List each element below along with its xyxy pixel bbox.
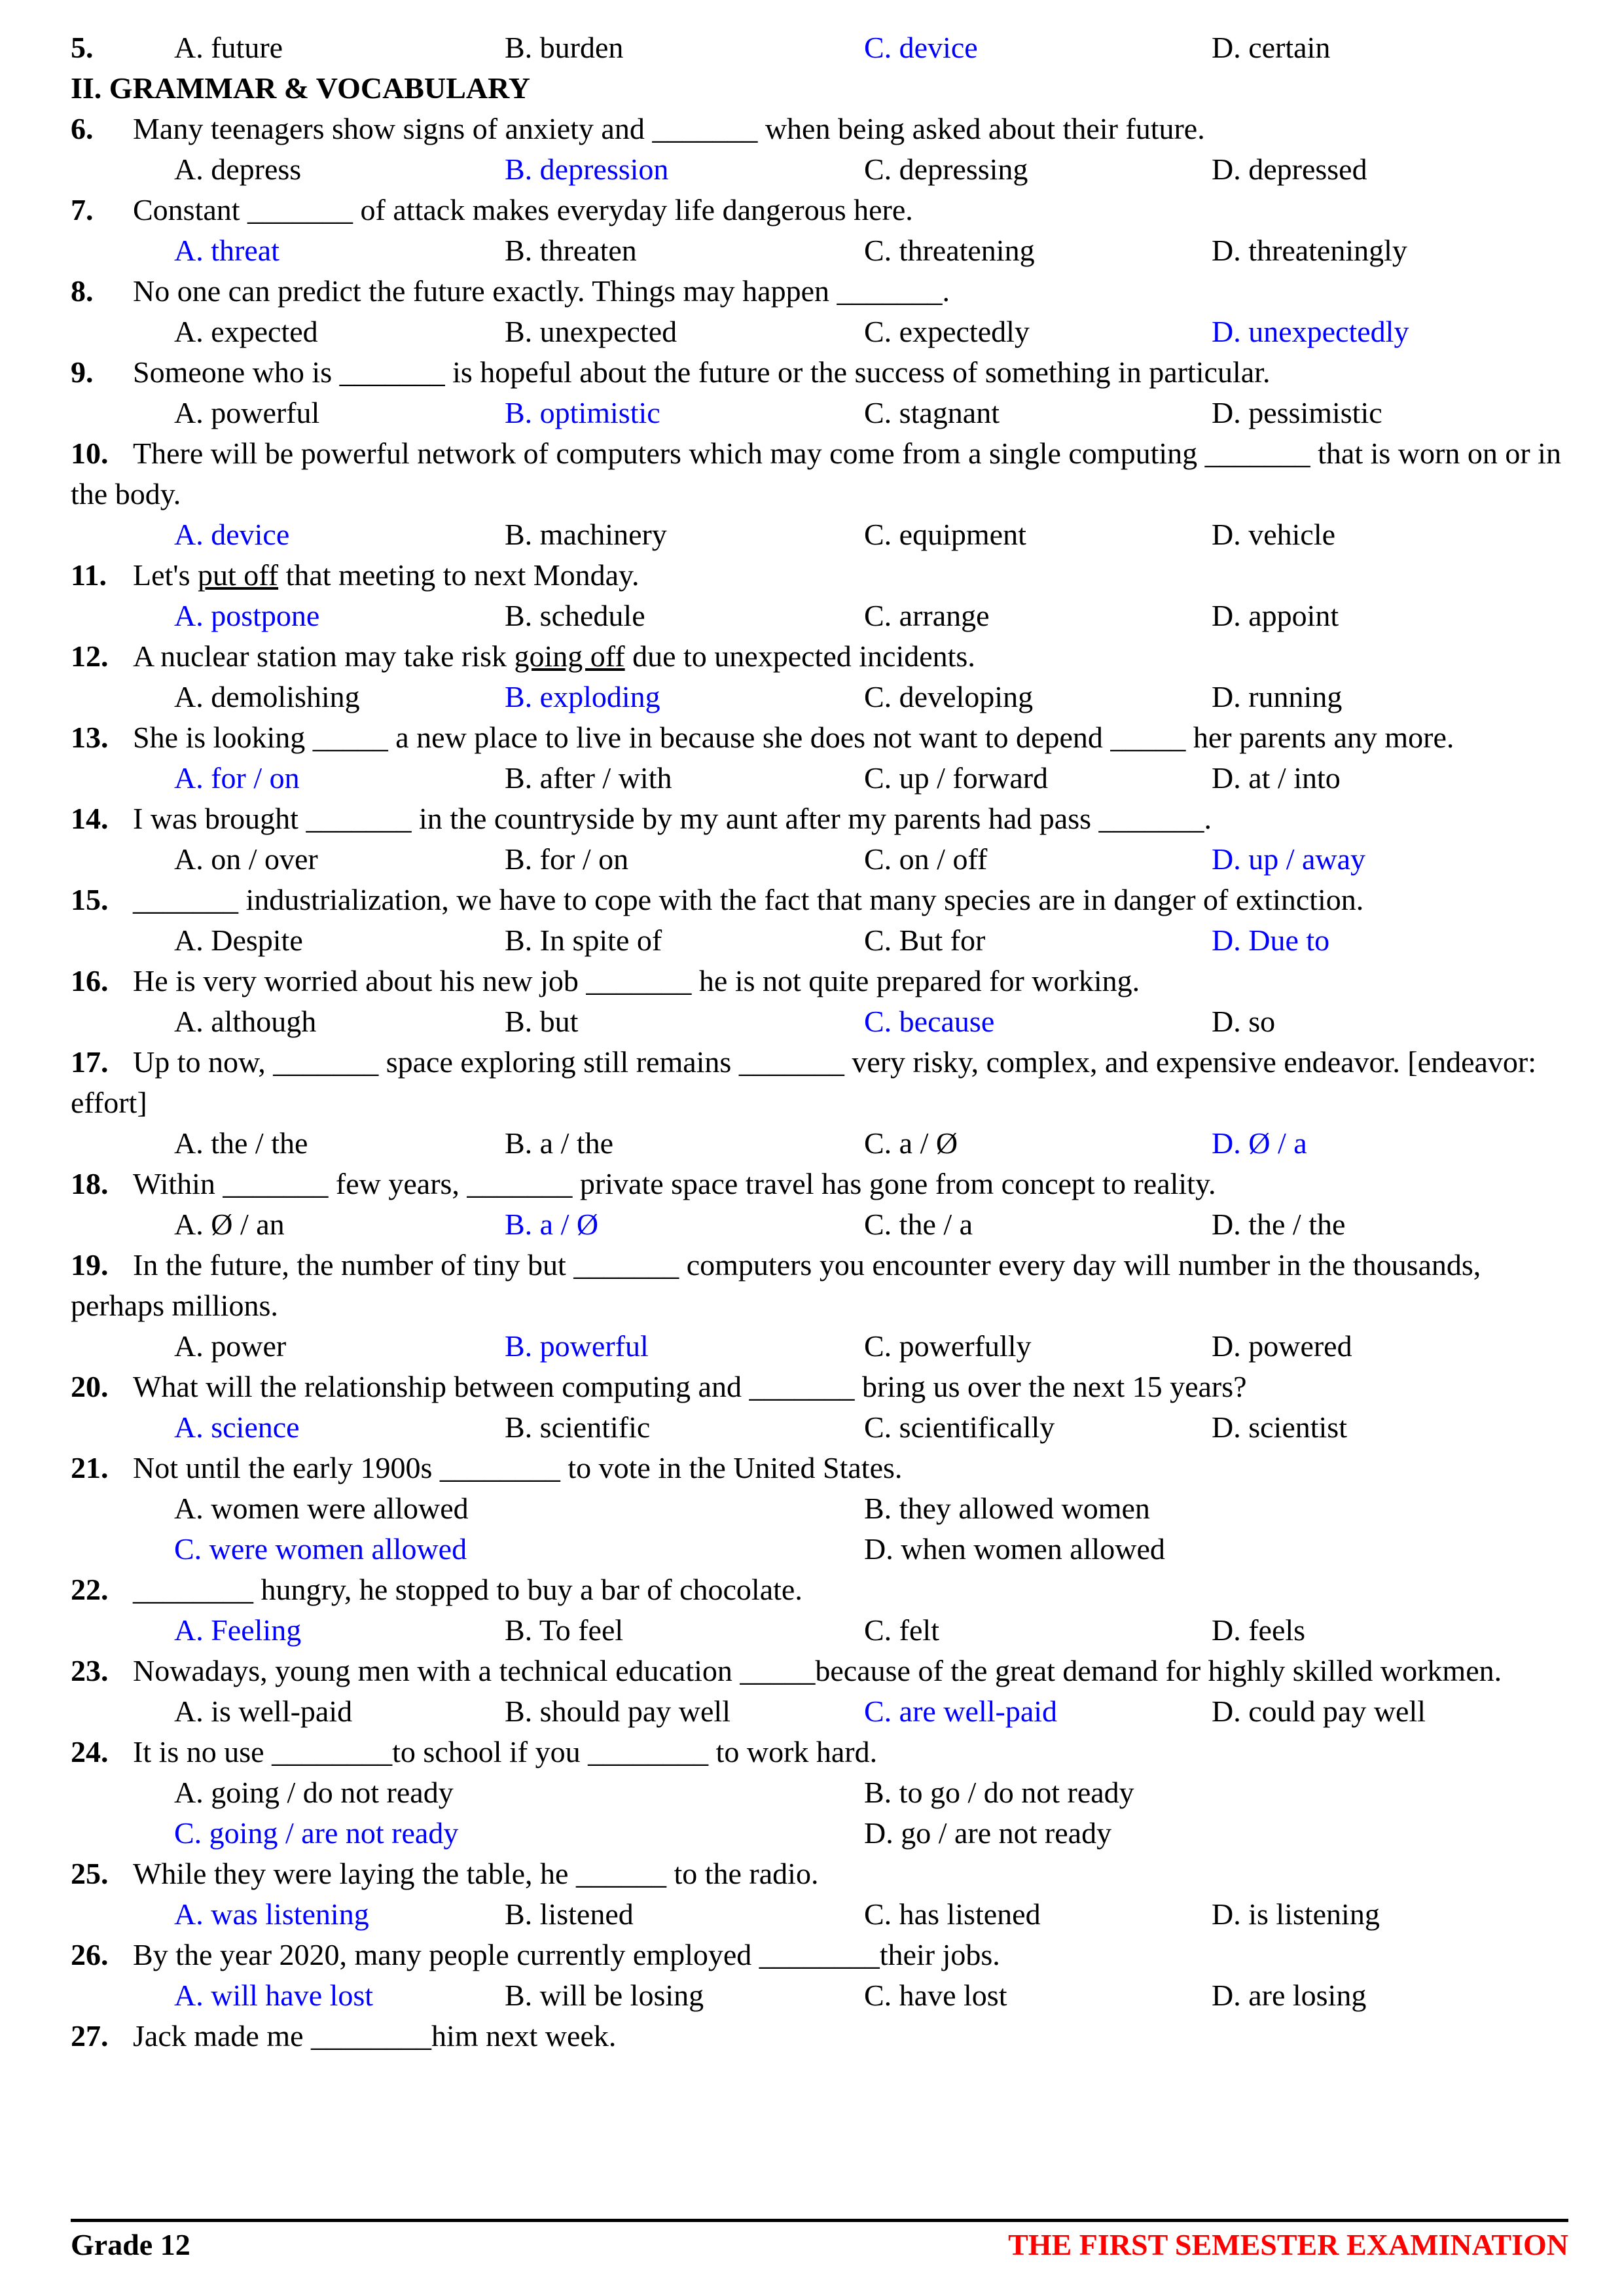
option-D: D. threateningly <box>1212 234 1407 267</box>
text-segment: He is very worried about his new job _______ he is not quite prepared for working. <box>133 964 1140 997</box>
option-D: D. is listening <box>1212 1897 1380 1931</box>
options-row <box>174 596 1568 636</box>
option-C: C. up / forward <box>864 761 1049 795</box>
question-10 <box>71 433 1568 555</box>
text-segment: Within _______ few years, _______ private space travel has gone from concept to reality. <box>133 1167 1216 1200</box>
text-segment: that meeting to next Monday. <box>278 558 640 592</box>
page-footer <box>71 2219 1568 2265</box>
option-A: A. powerful <box>174 396 320 429</box>
question-number: 5. <box>71 31 94 64</box>
option-B: B. depression <box>505 152 669 186</box>
text-segment: It is no use ________to school if you ________ to work hard. <box>133 1735 878 1768</box>
question-text-line <box>71 109 1568 149</box>
option-C: C. because <box>864 1005 995 1038</box>
question-text <box>71 437 1561 511</box>
question-number: 23. <box>71 1654 109 1687</box>
question-number: 8. <box>71 274 94 308</box>
options-row <box>174 677 1568 717</box>
question-text <box>133 355 1270 389</box>
option-A: A. future <box>174 31 283 64</box>
option-C: C. felt <box>864 1613 939 1647</box>
option-D: D. the / the <box>1212 1208 1346 1241</box>
options-row <box>174 1488 1568 1570</box>
option-D: D. powered <box>1212 1329 1352 1363</box>
options-row <box>174 839 1568 880</box>
question-text <box>133 1451 902 1484</box>
option-D: D. scientist <box>1212 1410 1347 1444</box>
text-segment: There will be powerful network of computers which may come from a single computing _______ that is worn on or in the body. <box>71 437 1561 511</box>
option-A: A. science <box>174 1410 300 1444</box>
question-text-line <box>71 1164 1568 1204</box>
question-text <box>133 1654 1502 1687</box>
option-D: D. running <box>1212 680 1343 713</box>
question-text-line <box>71 1570 1568 1610</box>
text-segment: No one can predict the future exactly. Things may happen _______. <box>133 274 950 308</box>
option-D: D. so <box>1212 1005 1276 1038</box>
option-B: B. powerful <box>505 1329 649 1363</box>
text-segment: Many teenagers show signs of anxiety and _______ when being asked about their future. <box>133 112 1205 145</box>
footer-exam-title: THE FIRST SEMESTER EXAMINATION <box>1008 2228 1568 2261</box>
option-A: A. device <box>174 518 290 551</box>
question-number: 19. <box>71 1248 109 1282</box>
option-A: A. postpone <box>174 599 320 632</box>
question-text-line <box>71 352 1568 393</box>
option-B: B. schedule <box>505 599 645 632</box>
question-27 <box>71 2016 1568 2056</box>
option-A: A. depress <box>174 152 302 186</box>
option-B: B. machinery <box>505 518 667 551</box>
option-B: B. should pay well <box>505 1695 731 1728</box>
question-text-line <box>71 961 1568 1001</box>
option-D: D. when women allowed <box>864 1532 1165 1566</box>
question-text-line <box>71 880 1568 920</box>
option-C: C. are well-paid <box>864 1695 1058 1728</box>
question-number: 27. <box>71 2019 109 2053</box>
option-C: C. equipment <box>864 518 1026 551</box>
question-number: 26. <box>71 1938 109 1971</box>
question-number: 6. <box>71 112 94 145</box>
question-13 <box>71 717 1568 798</box>
option-C: C. were women allowed <box>174 1532 467 1566</box>
option-C: C. device <box>864 31 978 64</box>
option-B: B. unexpected <box>505 315 677 348</box>
options-row <box>174 1001 1568 1042</box>
option-A: A. demolishing <box>174 680 360 713</box>
question-text-line <box>71 1245 1568 1326</box>
option-C: C. threatening <box>864 234 1035 267</box>
option-B: B. threaten <box>505 234 637 267</box>
option-B: B. listened <box>505 1897 634 1931</box>
question-text <box>133 1938 1000 1971</box>
question-17 <box>71 1042 1568 1164</box>
question-text <box>133 193 913 226</box>
question-text <box>133 964 1140 997</box>
option-B: B. optimistic <box>505 396 660 429</box>
question-12 <box>71 636 1568 717</box>
options-row <box>174 758 1568 798</box>
option-B: B. burden <box>505 31 624 64</box>
text-segment: While they were laying the table, he ______ to the radio. <box>133 1857 819 1890</box>
question-number: 24. <box>71 1735 109 1768</box>
question-23 <box>71 1651 1568 1732</box>
question-text <box>133 883 1363 916</box>
option-C: C. going / are not ready <box>174 1816 459 1850</box>
question-text-line <box>71 798 1568 839</box>
option-A: A. expected <box>174 315 318 348</box>
options-row <box>174 1204 1568 1245</box>
options-row <box>174 514 1568 555</box>
option-D: D. pessimistic <box>1212 396 1382 429</box>
option-A: A. although <box>174 1005 317 1038</box>
options-row <box>174 1326 1568 1367</box>
question-22 <box>71 1570 1568 1651</box>
option-C: C. developing <box>864 680 1034 713</box>
question-number: 16. <box>71 964 109 997</box>
question-number: 25. <box>71 1857 109 1890</box>
option-C: C. stagnant <box>864 396 1000 429</box>
text-segment: Jack made me ________him next week. <box>133 2019 617 2053</box>
text-segment: Nowadays, young men with a technical education _____because of the great demand for highly skilled workmen. <box>133 1654 1502 1687</box>
question-text-line <box>71 555 1568 596</box>
question-number: 14. <box>71 802 109 835</box>
options-row <box>174 149 1568 190</box>
question-21 <box>71 1448 1568 1570</box>
option-C: C. the / a <box>864 1208 973 1241</box>
question-text <box>133 639 975 673</box>
question-14 <box>71 798 1568 880</box>
text-segment: By the year 2020, many people currently employed ________their jobs. <box>133 1938 1000 1971</box>
question-number: 10. <box>71 437 109 470</box>
text-segment: A nuclear station may take risk <box>133 639 514 673</box>
question-5 <box>71 27 1568 68</box>
options-row <box>174 1975 1568 2016</box>
question-number: 18. <box>71 1167 109 1200</box>
option-C: C. powerfully <box>864 1329 1032 1363</box>
option-A: A. Despite <box>174 924 303 957</box>
question-11 <box>71 555 1568 636</box>
question-text-line <box>71 1935 1568 1975</box>
option-B: B. a / the <box>505 1126 614 1160</box>
option-D: D. certain <box>1212 31 1331 64</box>
section-heading: II. GRAMMAR & VOCABULARY <box>71 71 530 105</box>
options-row <box>71 27 1568 68</box>
question-number: 12. <box>71 639 109 673</box>
question-text-line <box>71 1651 1568 1691</box>
option-A: A. power <box>174 1329 287 1363</box>
option-B: B. scientific <box>505 1410 651 1444</box>
text-segment: due to unexpected incidents. <box>624 639 975 673</box>
question-text <box>71 1045 1536 1119</box>
option-D: D. at / into <box>1212 761 1341 795</box>
options-row <box>174 1772 1568 1854</box>
question-text <box>133 1370 1247 1403</box>
options-row <box>174 1691 1568 1732</box>
question-20 <box>71 1367 1568 1448</box>
question-text <box>133 802 1212 835</box>
option-D: D. could pay well <box>1212 1695 1426 1728</box>
underlined-phrase: put off <box>198 558 279 592</box>
question-text-line <box>71 271 1568 312</box>
options-row <box>174 1123 1568 1164</box>
question-text-line <box>71 433 1568 514</box>
option-B: B. will be losing <box>505 1979 704 2012</box>
option-D: D. appoint <box>1212 599 1339 632</box>
option-A: A. was listening <box>174 1897 369 1931</box>
question-number: 20. <box>71 1370 109 1403</box>
text-segment: Not until the early 1900s ________ to vote in the United States. <box>133 1451 903 1484</box>
option-B: B. In spite of <box>505 924 662 957</box>
text-segment: Constant _______ of attack makes everyday life dangerous here. <box>133 193 913 226</box>
option-D: D. vehicle <box>1212 518 1336 551</box>
question-7 <box>71 190 1568 271</box>
option-C: C. expectedly <box>864 315 1030 348</box>
options-row <box>174 1407 1568 1448</box>
option-A: A. threat <box>174 234 280 267</box>
option-A: A. is well-paid <box>174 1695 353 1728</box>
question-number: 21. <box>71 1451 109 1484</box>
question-text <box>133 1167 1216 1200</box>
options-row <box>174 920 1568 961</box>
option-B: B. To feel <box>505 1613 624 1647</box>
question-text <box>133 112 1205 145</box>
question-text <box>133 274 950 308</box>
question-18 <box>71 1164 1568 1245</box>
option-D: D. go / are not ready <box>864 1816 1112 1850</box>
option-A: A. for / on <box>174 761 300 795</box>
option-A: A. Feeling <box>174 1613 302 1647</box>
text-segment: In the future, the number of tiny but _______ computers you encounter every day will number in the thousands, perhaps millions. <box>71 1248 1481 1322</box>
question-number: 13. <box>71 721 109 754</box>
option-C: C. But for <box>864 924 986 957</box>
question-19 <box>71 1245 1568 1367</box>
options-row <box>174 1894 1568 1935</box>
question-text-line <box>71 717 1568 758</box>
footer-grade-label: Grade 12 <box>71 2228 190 2261</box>
option-A: A. going / do not ready <box>174 1776 454 1809</box>
question-number: 17. <box>71 1045 109 1079</box>
questions-list <box>71 109 1568 2056</box>
option-B: B. after / with <box>505 761 672 795</box>
question-number: 11. <box>71 558 107 592</box>
option-A: A. Ø / an <box>174 1208 285 1241</box>
text-segment: _______ industrialization, we have to cope with the fact that many species are in danger of extinction. <box>133 883 1364 916</box>
question-text <box>133 721 1454 754</box>
footer-row <box>71 2225 1568 2265</box>
option-D: D. Ø / a <box>1212 1126 1307 1160</box>
underlined-phrase: going off <box>514 639 625 673</box>
text-segment: I was brought _______ in the countryside by my aunt after my parents had pass _______. <box>133 802 1212 835</box>
question-text-line <box>71 1042 1568 1123</box>
text-segment: What will the relationship between computing and _______ bring us over the next 15 years? <box>133 1370 1247 1403</box>
question-8 <box>71 271 1568 352</box>
question-24 <box>71 1732 1568 1854</box>
question-text-line <box>71 1732 1568 1772</box>
question-text <box>133 2019 616 2053</box>
text-segment: She is looking _____ a new place to live in because she does not want to depend _____ her parents any more. <box>133 721 1454 754</box>
option-B: B. but <box>505 1005 579 1038</box>
option-B: B. exploding <box>505 680 660 713</box>
question-text <box>133 1857 818 1890</box>
options-row <box>174 312 1568 352</box>
option-B: B. they allowed women <box>864 1492 1150 1525</box>
question-text-line <box>71 1854 1568 1894</box>
option-D: D. up / away <box>1212 842 1366 876</box>
question-5-block <box>71 27 1568 68</box>
option-C: C. depressing <box>864 152 1028 186</box>
option-A: A. will have lost <box>174 1979 374 2012</box>
option-C: C. have lost <box>864 1979 1007 2012</box>
option-A: A. the / the <box>174 1126 308 1160</box>
question-6 <box>71 109 1568 190</box>
option-A: A. women were allowed <box>174 1492 469 1525</box>
option-D: D. depressed <box>1212 152 1367 186</box>
option-D: D. are losing <box>1212 1979 1367 2012</box>
question-text <box>133 1735 877 1768</box>
options-row <box>174 393 1568 433</box>
text-segment: Let's <box>133 558 198 592</box>
question-16 <box>71 961 1568 1042</box>
question-text <box>71 1248 1481 1322</box>
question-text <box>133 558 640 592</box>
question-9 <box>71 352 1568 433</box>
question-number: 7. <box>71 193 94 226</box>
question-number: 15. <box>71 883 109 916</box>
option-B: B. for / on <box>505 842 629 876</box>
question-text-line <box>71 2016 1568 2056</box>
question-26 <box>71 1935 1568 2016</box>
text-segment: Up to now, _______ space exploring still remains _______ very risky, complex, and expensive endeavor. [endeavor: effort] <box>71 1045 1537 1119</box>
text-segment: ________ hungry, he stopped to buy a bar of chocolate. <box>133 1573 803 1606</box>
options-row <box>174 230 1568 271</box>
question-text-line <box>71 1367 1568 1407</box>
question-number: 9. <box>71 355 94 389</box>
option-B: B. a / Ø <box>505 1208 599 1241</box>
question-text-line <box>71 1448 1568 1488</box>
options-row <box>174 1610 1568 1651</box>
option-C: C. a / Ø <box>864 1126 958 1160</box>
question-text <box>133 1573 803 1606</box>
option-C: C. scientifically <box>864 1410 1055 1444</box>
question-number: 22. <box>71 1573 109 1606</box>
question-15 <box>71 880 1568 961</box>
question-25 <box>71 1854 1568 1935</box>
option-C: C. arrange <box>864 599 990 632</box>
option-D: D. feels <box>1212 1613 1306 1647</box>
option-C: C. has listened <box>864 1897 1041 1931</box>
option-B: B. to go / do not ready <box>864 1776 1134 1809</box>
question-text-line <box>71 636 1568 677</box>
option-D: D. unexpectedly <box>1212 315 1409 348</box>
footer-divider <box>71 2219 1568 2222</box>
question-text-line <box>71 190 1568 230</box>
option-D: D. Due to <box>1212 924 1330 957</box>
option-A: A. on / over <box>174 842 318 876</box>
option-C: C. on / off <box>864 842 988 876</box>
text-segment: Someone who is _______ is hopeful about the future or the success of something in particular. <box>133 355 1271 389</box>
